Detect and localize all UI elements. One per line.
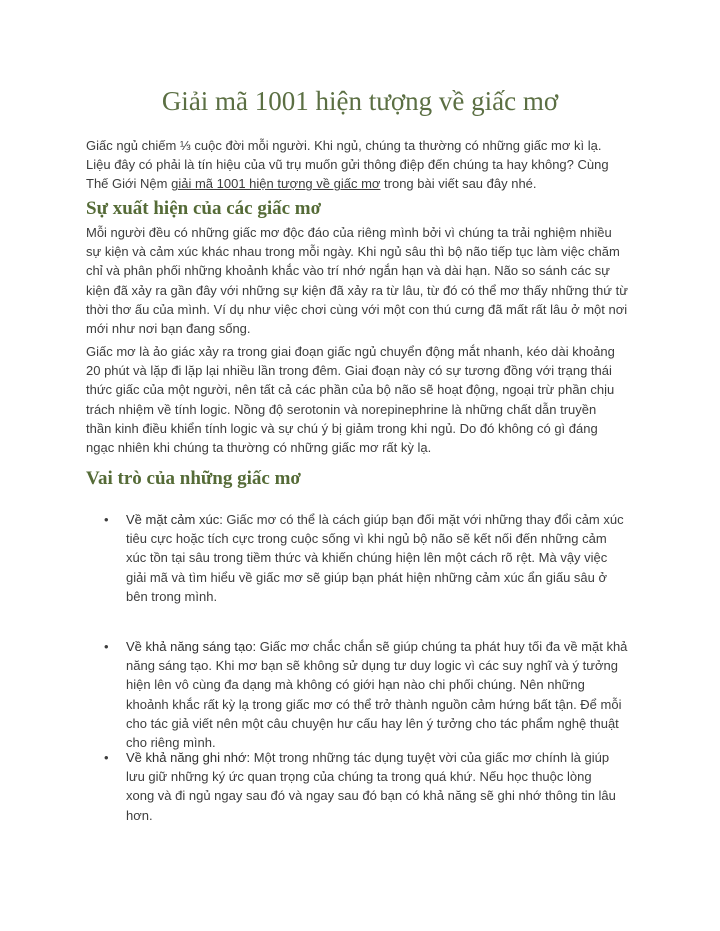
intro-line-1: Giấc ngủ chiếm ⅓ cuộc đời mỗi người. Khi ngủ, chúng ta thường có những giấc mơ kì lạ. — [86, 138, 602, 153]
text-line: thức giấc của một người, nên tất cả các phần của bộ não sẽ hoạt động, ngoại trừ phần chịu — [86, 382, 615, 398]
list-item-text — [126, 637, 636, 752]
text-line: thần kinh điều khiển tính logic và sự chú ý bị giảm trong khi ngủ. Do đó không có gì đáng — [86, 420, 598, 436]
text-line: xong và đi ngủ ngay sau đó và ngay sau đó bạn có khả năng sẽ ghi nhớ thông tin lâu — [126, 788, 616, 804]
bullet-icon: • — [104, 750, 109, 765]
text-line: thời thơ ấu của mình. Ví dụ như việc chơi cùng với một con thú cưng đã mất rất lâu ở một nơi — [86, 301, 628, 317]
list-item-text — [126, 748, 636, 825]
section-heading-role: Vai trò của những giấc mơ — [86, 468, 301, 489]
bullet-icon: • — [104, 512, 109, 527]
intro-line-3-end: trong bài viết sau đây nhé. — [380, 176, 537, 192]
text-line: giải mã và tìm hiểu về giấc mơ sẽ giúp bạn phát hiện những cảm xúc ẩn giấu sâu ở — [126, 569, 608, 585]
text-line: trách nhiệm về tính logic. Nồng độ serotonin và norepinephrine là những chất dẫn truyền — [86, 401, 597, 417]
text-line: hơn. — [126, 807, 153, 823]
list-item-label: Về mặt cảm xúc: — [126, 512, 223, 527]
text-line: khoảnh khắc rất kỳ lạ trong giấc mơ có thể trở thành nguồn cảm hứng bất tận. Để mỗi — [126, 696, 622, 712]
text-line: cho tác giả viết nên một câu chuyện hư cấu hay lên ý tưởng cho tác phẩm nghệ thuật — [126, 715, 619, 731]
text-line: 20 phút và lặp đi lặp lại nhiều lần trong đêm. Giai đoạn này có sự tương đồng với trạng thái — [86, 363, 612, 379]
bullet-icon: • — [104, 639, 109, 654]
text-line: chỉ và phân phối những khoảnh khắc vào trí nhớ ngắn hạn và dài hạn. Não so sánh các sự — [86, 263, 610, 279]
intro-paragraph — [86, 136, 638, 194]
appearance-paragraph-1 — [86, 223, 638, 338]
text-line: năng sáng tạo. Khi mơ bạn sẽ không sử dụng tư duy logic vì các suy nghĩ và ý tưởng — [126, 658, 618, 674]
list-item-creativity — [86, 637, 638, 752]
text-line: Giấc mơ là ảo giác xảy ra trong giai đoạn giấc ngủ chuyển động mắt nhanh, kéo dài khoảng — [86, 344, 615, 359]
page-title: Giải mã 1001 hiện tượng về giấc mơ — [161, 86, 559, 116]
text-line: hiện lên vô cùng đa dạng mà không có giới hạn nào chi phối chúng. Nên những — [126, 677, 585, 693]
section-heading-appearance: Sự xuất hiện của các giấc mơ — [86, 198, 322, 219]
text-line: sự kiện và cảm xúc khác nhau trong mỗi ngày. Khi ngủ sâu thì bộ não tiếp tục làm việc chăm — [86, 244, 620, 260]
text-line: bên trong mình. — [126, 588, 218, 604]
list-item-label: Về khả năng sáng tạo: — [126, 639, 257, 654]
intro-line-3-start: Thế Giới Nệm — [86, 176, 172, 192]
text-line: Giấc mơ có thể là cách giúp bạn đối mặt với những thay đổi cảm xúc — [222, 512, 624, 527]
text-line: ngạc nhiên khi chúng ta thường có những giấc mơ rất kỳ lạ. — [86, 440, 432, 456]
text-line: xúc tồn tại sâu trong tiềm thức và khiến chúng hiện lên một cách rõ rệt. Mà vậy việc — [126, 550, 608, 566]
text-line: kiện đã xảy ra gần đây với những sự kiện đã xảy ra từ lâu, từ đó có thể mơ thấy những thứ từ — [86, 282, 628, 298]
text-line: Mỗi người đều có những giấc mơ độc đáo của riêng mình bởi vì chúng ta trải nghiệm nhiều — [86, 225, 612, 240]
list-item-text — [126, 510, 636, 606]
text-line: lưu giữ những ký ức quan trọng của chúng ta trong quá khứ. Nếu học thuộc lòng — [126, 769, 592, 785]
list-item-label: Về khả năng ghi nhớ: — [126, 750, 251, 765]
list-item-memory — [86, 748, 638, 825]
text-line: Giấc mơ chắc chắn sẽ giúp chúng ta phát huy tối đa về mặt khả — [256, 639, 628, 654]
text-line: Một trong những tác dụng tuyệt vời của giấc mơ chính là giúp — [250, 750, 610, 765]
text-line: tiêu cực hoặc tích cực trong cuộc sống vì khi ngủ bộ não sẽ kết nối đến những cảm — [126, 531, 607, 547]
text-line: mới như nơi bạn đang sống. — [86, 321, 251, 337]
intro-line-2: Liệu đây có phải là tín hiệu của vũ trụ muốn gửi thông điệp đến chúng ta hay không? Cùng — [86, 157, 609, 173]
text-line: cho riêng mình. — [126, 735, 216, 751]
list-item-emotion — [86, 510, 638, 606]
appearance-paragraph-2 — [86, 342, 638, 457]
article-link[interactable]: giải mã 1001 hiện tượng về giấc mơ — [171, 176, 381, 192]
